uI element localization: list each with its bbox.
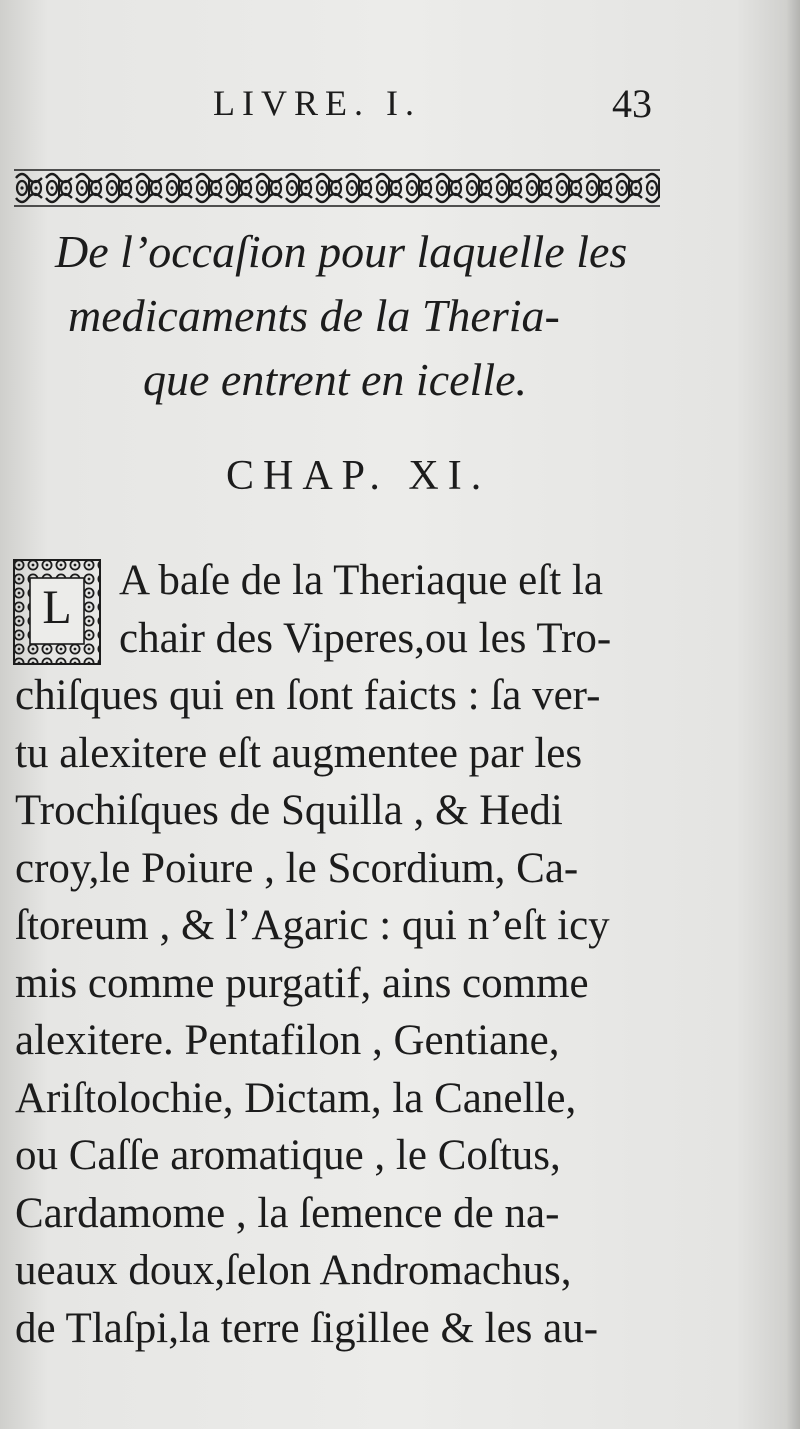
chapter-title xyxy=(0,220,680,412)
body-line: Ariſtolochie, Dictam, la Canelle, xyxy=(15,1074,577,1122)
ornament-border-icon xyxy=(14,168,660,208)
body-line: croy,le Poiure , le Scordium, Ca- xyxy=(15,844,579,892)
chapter-title-line: De l’occaſion pour laquelle les xyxy=(55,226,628,277)
body-line: de Tlaſpi,la terre ſigillee & les au- xyxy=(15,1304,599,1352)
body-line: chiſques qui en ſont faicts : ſa ver- xyxy=(15,672,601,719)
body-text xyxy=(15,552,675,1357)
page-number: 43 xyxy=(612,81,652,126)
body-line: tu alexitere eſt augmentee par les xyxy=(15,729,583,777)
body-line: ueaux doux,ſelon Andromachus, xyxy=(15,1247,572,1294)
drop-cap-letter: L xyxy=(42,581,72,634)
body-line: ou Caſſe aromatique , le Coſtus, xyxy=(15,1132,561,1179)
body-line: Cardamome , la ſemence de na- xyxy=(15,1189,560,1237)
body-line: A baſe de la Theriaque eſt la xyxy=(119,557,603,604)
chapter-title-line: medicaments de la Theria- xyxy=(68,290,560,341)
body-line: chair des Viperes,ou les Tro- xyxy=(119,614,612,662)
body-line: alexitere. Pentafilon , Gentiane, xyxy=(15,1017,560,1064)
running-title: LIVRE. I. xyxy=(213,83,421,123)
running-head xyxy=(0,82,800,132)
body-line: mis comme purgatif, ains comme xyxy=(15,959,589,1007)
body-line: Trochiſques de Squilla , & Hedi xyxy=(15,787,563,834)
chapter-heading: CHAP. XI. xyxy=(226,453,491,499)
body-line: ſtoreum , & l’Agaric : qui n’eſt icy xyxy=(15,902,610,949)
chapter-title-line: que entrent en icelle. xyxy=(143,354,528,405)
